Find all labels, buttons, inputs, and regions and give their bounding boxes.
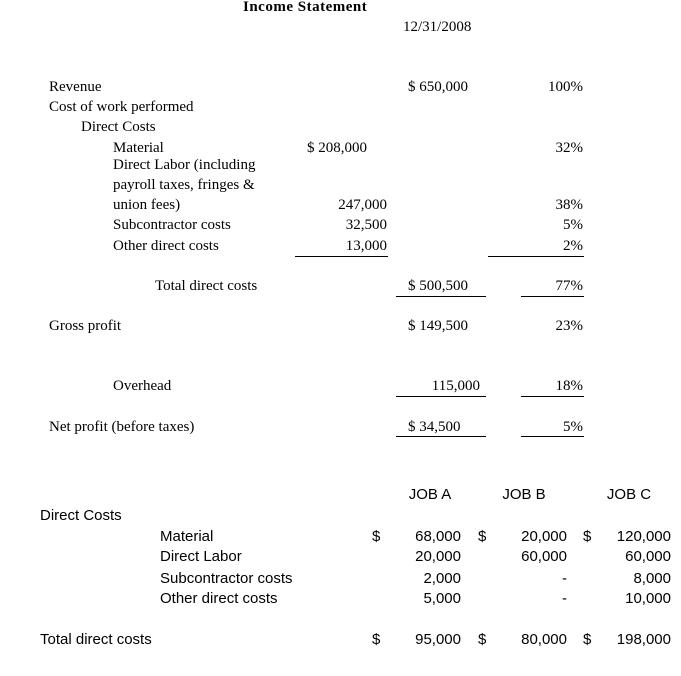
total-direct-amount: $ 500,500	[408, 278, 468, 294]
job-a-total: 95,000	[415, 631, 461, 648]
revenue-amount: $ 650,000	[408, 79, 468, 95]
total-direct-pct: 77%	[555, 278, 583, 294]
subcontractor-pct: 5%	[563, 217, 583, 233]
direct-labor-label-1: Direct Labor (including	[113, 157, 256, 173]
statement-title: Income Statement	[243, 0, 368, 15]
job-a-value: 68,000	[415, 528, 461, 545]
net-profit-amount: $ 34,500	[408, 419, 461, 435]
overhead-amount-underline	[396, 396, 486, 397]
total-direct-pct-underline	[521, 296, 584, 297]
overhead-label: Overhead	[113, 378, 172, 394]
net-profit-amount-underline	[396, 436, 486, 437]
currency-symbol: $	[372, 631, 381, 648]
job-direct-costs-label: Direct Costs	[40, 507, 122, 524]
material-pct: 32%	[555, 140, 583, 156]
job-a-value: 20,000	[415, 548, 461, 565]
net-profit-pct-underline	[521, 436, 584, 437]
direct-costs-pct-underline	[488, 256, 584, 257]
currency-symbol: $	[478, 631, 487, 648]
currency-symbol: $	[372, 528, 381, 545]
total-direct-label: Total direct costs	[155, 278, 258, 294]
other-direct-amount: 13,000	[345, 238, 387, 254]
currency-symbol: $	[583, 528, 592, 545]
job-a-value: 5,000	[423, 590, 461, 607]
overhead-pct-underline	[521, 396, 584, 397]
job-c-value: 120,000	[616, 528, 671, 545]
currency-symbol: $	[583, 631, 592, 648]
direct-labor-label-3: union fees)	[113, 197, 181, 213]
direct-costs-label: Direct Costs	[81, 119, 156, 135]
currency-symbol: $	[478, 528, 487, 545]
subcontractor-label: Subcontractor costs	[113, 217, 231, 233]
direct-labor-label-2: payroll taxes, fringes &	[113, 177, 255, 193]
job-a-header: JOB A	[408, 486, 452, 503]
overhead-amount: 115,000	[431, 378, 480, 394]
job-b-value: 20,000	[521, 528, 567, 545]
gross-profit-amount: $ 149,500	[408, 318, 468, 334]
direct-labor-amount: 247,000	[338, 197, 387, 213]
statement-date: 12/31/2008	[403, 19, 472, 35]
other-direct-label: Other direct costs	[113, 238, 219, 254]
job-c-value: 60,000	[625, 548, 671, 565]
job-row-label: Direct Labor	[160, 548, 242, 565]
revenue-label: Revenue	[49, 79, 102, 95]
job-b-total: 80,000	[521, 631, 567, 648]
job-b-value: 60,000	[521, 548, 567, 565]
overhead-pct: 18%	[555, 378, 583, 394]
material-label: Material	[113, 140, 164, 156]
other-direct-pct: 2%	[563, 238, 583, 254]
job-a-value: 2,000	[423, 570, 461, 587]
net-profit-label: Net profit (before taxes)	[49, 419, 195, 435]
direct-labor-pct: 38%	[555, 197, 583, 213]
job-b-value: -	[562, 590, 567, 607]
job-b-value: -	[562, 570, 567, 587]
job-c-total: 198,000	[616, 631, 671, 648]
subcontractor-amount: 32,500	[345, 217, 387, 233]
job-c-value: 10,000	[625, 590, 671, 607]
job-row-label: Material	[160, 528, 214, 545]
job-row-label: Other direct costs	[160, 590, 278, 607]
net-profit-pct: 5%	[563, 419, 583, 435]
cost-of-work-label: Cost of work performed	[49, 99, 194, 115]
gross-profit-pct: 23%	[555, 318, 583, 334]
job-c-header: JOB C	[606, 486, 652, 503]
direct-costs-amount-underline	[295, 256, 388, 257]
material-amount: $ 208,000	[307, 140, 367, 156]
gross-profit-label: Gross profit	[49, 318, 122, 334]
job-row-label: Subcontractor costs	[160, 570, 293, 587]
job-total-label: Total direct costs	[40, 631, 152, 648]
job-c-value: 8,000	[633, 570, 671, 587]
revenue-pct: 100%	[548, 79, 583, 95]
job-b-header: JOB B	[502, 486, 546, 503]
total-direct-amount-underline	[396, 296, 486, 297]
